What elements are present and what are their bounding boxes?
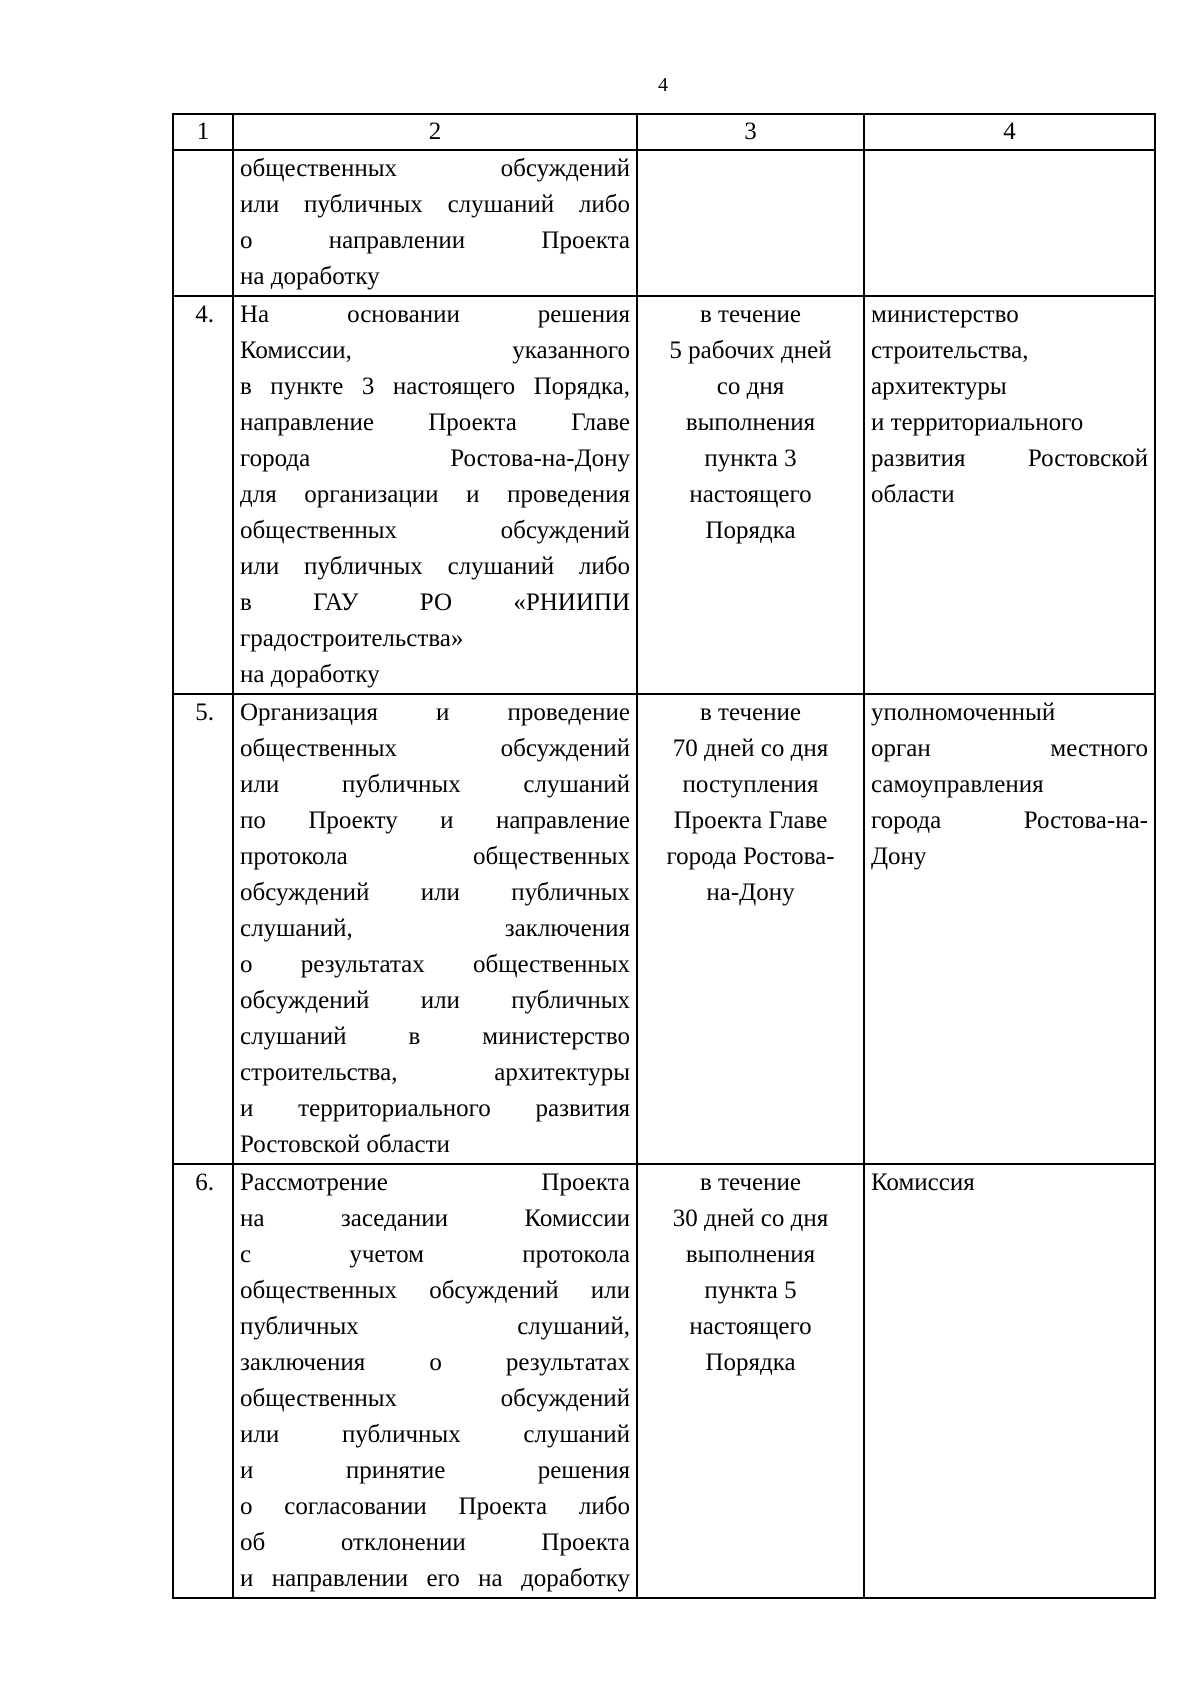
table-body	[173, 114, 1155, 1598]
action-line: публичных слушаний,	[240, 1313, 630, 1340]
action-line: общественных обсуждений или	[240, 1277, 630, 1304]
action-line: строительства, архитектуры	[240, 1059, 630, 1086]
action-line: с учетом протокола	[240, 1241, 630, 1268]
row-number-cell: 6.	[173, 1164, 233, 1598]
responsible-line: министерство	[871, 301, 1019, 328]
header-cell-2: 2	[233, 114, 637, 150]
action-line: и направлении его на доработку	[240, 1565, 630, 1592]
action-line: и принятие решения	[240, 1457, 630, 1484]
action-line: общественных обсуждений	[240, 517, 630, 544]
header-row	[173, 114, 1155, 150]
action-line: протокола общественных	[240, 843, 630, 870]
table-row	[173, 694, 1155, 1164]
action-line: на доработку	[240, 263, 380, 290]
term-cell	[637, 296, 864, 694]
header-cell-1: 1	[173, 114, 233, 150]
action-line: заключения о результатах	[240, 1349, 630, 1376]
responsible-line: области	[871, 481, 955, 508]
action-line: о результатах общественных	[240, 951, 630, 978]
term-line: 70 дней со дня	[672, 735, 829, 762]
row-number-cell: 4.	[173, 296, 233, 694]
term-line: 30 дней со дня	[672, 1205, 829, 1232]
term-line: 5 рабочих дней	[669, 337, 832, 364]
term-line: пункта 5	[704, 1277, 797, 1304]
responsible-line: города Ростова-на-	[871, 807, 1148, 834]
header-cell-4: 4	[864, 114, 1155, 150]
action-line: направление Проекта Главе	[240, 409, 630, 436]
header-cell-3: 3	[637, 114, 864, 150]
action-line: города Ростова-на-Дону	[240, 445, 630, 472]
term-line: поступления	[682, 771, 819, 798]
action-line: для организации и проведения	[240, 481, 630, 508]
term-line: Порядка	[705, 1349, 796, 1376]
action-line: и территориального развития	[240, 1095, 630, 1122]
action-line: обсуждений или публичных	[240, 879, 630, 906]
action-line: слушаний, заключения	[240, 915, 630, 942]
term-line: выполнения	[685, 409, 816, 436]
term-line: выполнения	[685, 1241, 816, 1268]
responsible-line: Комиссия	[871, 1169, 975, 1196]
action-line: на доработку	[240, 661, 380, 688]
responsible-line: самоуправления	[871, 771, 1044, 798]
procedure-table	[172, 113, 1156, 1599]
responsible-cell	[864, 150, 1155, 296]
term-line: Порядка	[705, 517, 796, 544]
responsible-line: уполномоченный	[871, 699, 1056, 726]
action-cell	[233, 1164, 637, 1598]
row-number-cell	[173, 150, 233, 296]
action-cell	[233, 694, 637, 1164]
page-number: 4	[658, 74, 668, 96]
action-line: в пункте 3 настоящего Порядка,	[240, 373, 630, 400]
term-cell	[637, 1164, 864, 1598]
action-line: или публичных слушаний либо	[240, 191, 630, 218]
action-line: или публичных слушаний	[240, 771, 630, 798]
action-line: обсуждений или публичных	[240, 987, 630, 1014]
action-cell	[233, 150, 637, 296]
term-cell	[637, 150, 864, 296]
term-line: в течение	[700, 301, 801, 328]
action-line: по Проекту и направление	[240, 807, 630, 834]
term-line: в течение	[700, 699, 801, 726]
action-line: общественных обсуждений	[240, 1385, 630, 1412]
term-line: на-Дону	[706, 879, 795, 906]
action-line: или публичных слушаний	[240, 1421, 630, 1448]
table-row	[173, 150, 1155, 296]
action-line: Комиссии, указанного	[240, 337, 630, 364]
term-cell	[637, 694, 864, 1164]
term-line: пункта 3	[704, 445, 797, 472]
term-line: в течение	[700, 1169, 801, 1196]
table-row	[173, 296, 1155, 694]
action-line: в ГАУ РО «РНИИПИ	[240, 589, 630, 616]
term-line: города Ростова-	[666, 843, 835, 870]
action-line: об отклонении Проекта	[240, 1529, 630, 1556]
action-line: градостроительства»	[240, 625, 464, 652]
responsible-line: архитектуры	[871, 373, 1007, 400]
responsible-cell	[864, 296, 1155, 694]
responsible-cell	[864, 1164, 1155, 1598]
responsible-line: и территориального	[871, 409, 1084, 436]
action-line: общественных обсуждений	[240, 155, 630, 182]
row-number-cell: 5.	[173, 694, 233, 1164]
term-line: настоящего	[689, 481, 812, 508]
responsible-line: орган местного	[871, 735, 1148, 762]
action-line: о направлении Проекта	[240, 227, 630, 254]
responsible-line: развития Ростовской	[871, 445, 1148, 472]
table-row	[173, 1164, 1155, 1598]
action-cell	[233, 296, 637, 694]
action-line: Рассмотрение Проекта	[240, 1169, 630, 1196]
action-line: о согласовании Проекта либо	[240, 1493, 630, 1520]
responsible-line: Дону	[871, 843, 927, 870]
term-line: Проекта Главе	[673, 807, 828, 834]
action-line: слушаний в министерство	[240, 1023, 630, 1050]
responsible-cell	[864, 694, 1155, 1164]
action-line: Ростовской области	[240, 1131, 450, 1158]
term-line: настоящего	[689, 1313, 812, 1340]
term-line: со дня	[716, 373, 785, 400]
action-line: или публичных слушаний либо	[240, 553, 630, 580]
responsible-line: строительства,	[871, 337, 1029, 364]
action-line: общественных обсуждений	[240, 735, 630, 762]
action-line: Организация и проведение	[240, 699, 630, 726]
action-line: На основании решения	[240, 301, 630, 328]
action-line: на заседании Комиссии	[240, 1205, 630, 1232]
